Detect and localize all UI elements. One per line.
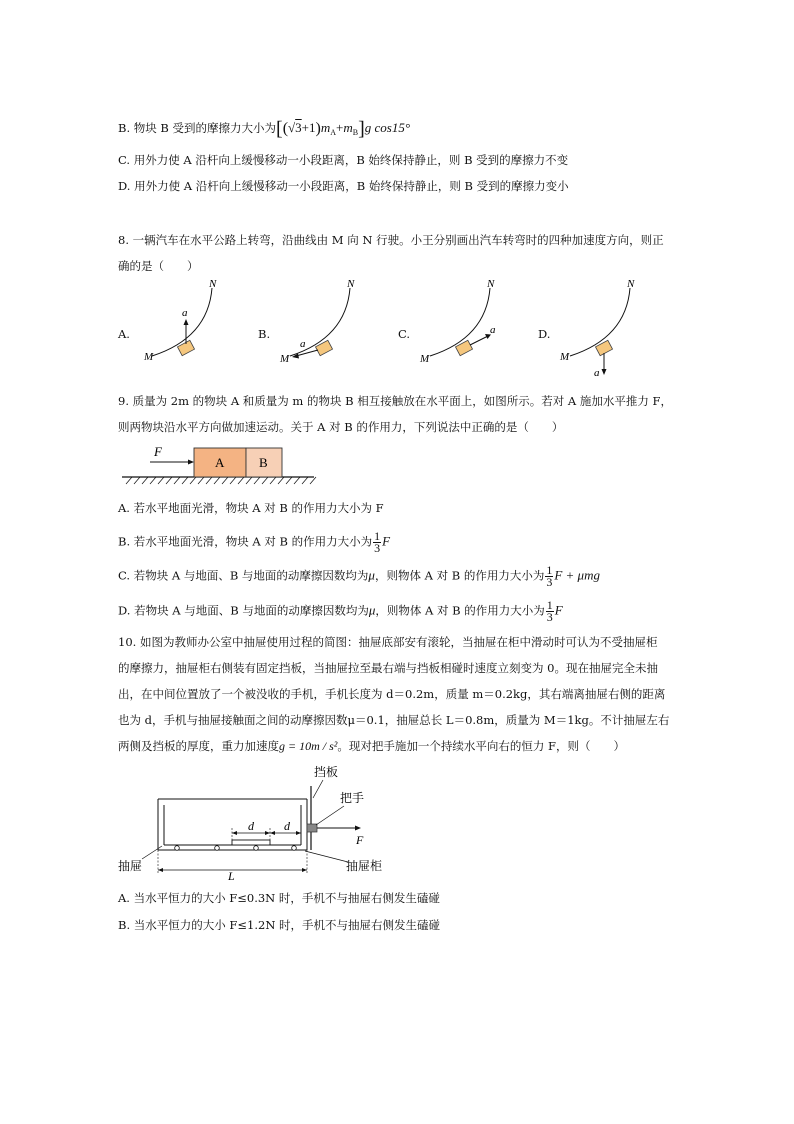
q8-stem-line2: 确的是（ ） [118,259,199,273]
q10-handle-leader [316,806,344,825]
q10-stem-line2: 的摩擦力，抽屉柜右侧装有固定挡板，当抽屉拉至最右端与挡板相碰时速度立刻变为 0。现在抽屉完全未抽 [118,661,658,675]
q7-option-c: C. 用外力使 A 沿杆向上缓慢移动一小段距离，B 始终保持静止，则 B 受到的摩擦力不变 [118,153,569,167]
q8-label-n-b: N [347,278,355,290]
q10-baffle-leader [313,780,323,798]
q10-dim-d1-arrowhead-left [232,831,237,835]
q10-label-cabinet: 抽屉柜 [346,859,383,873]
q8-label-a-d: a [594,367,600,379]
q10-label-baffle: 挡板 [314,765,339,779]
q8-label-n-d: N [627,278,635,290]
q9-stem-line2: 则两物块沿水平方向做加速运动。关于 A 对 B 的作用力，下列说法中正确的是（ ） [118,420,564,434]
q9-stem-line1: 9. 质量为 2m 的物块 A 和质量为 m 的物块 B 相互接触放在水平面上，如图所示。若对 A 施加水平推力 F， [118,394,672,408]
q8-arrowhead-a [184,319,189,325]
q10-dim-d2-arrowhead-left [270,831,275,835]
q9-option-d: D. 若物块 A 与地面、B 与地面的动摩擦因数均为μ，则物体 A 对 B 的作用力大小为 $\frac{1}{3}$ F [118,598,563,624]
q7-option-b: B. 物块 B 受到的摩擦力大小为$[(√3+1)m_A+m_B]g$ cos15° [118,118,411,140]
q10-label-force: F [356,833,364,847]
q10-dim-d2-arrowhead-right [296,831,301,835]
q10-phone [232,840,270,845]
q9-figure [118,440,318,490]
q10-stem-line5: 两侧及挡板的厚度，重力加速度g = 10m / s²。现对把手施加一个持续水平向右的恒力 F，则（ ） [118,739,626,753]
q10-label-drawer: 抽屉 [118,859,143,873]
q10-stem-line1: 10. 如图为教师办公室中抽屉使用过程的简图：抽屉底部安有滚轮，当抽屉在柜中滑动时可认为不受抽屉柜 [118,635,658,649]
q10-label-handle: 把手 [340,791,365,805]
q9-option-d-fraction: $\frac{1}{3}$ [546,598,553,624]
q9-option-c: C. 若物块 A 与地面、B 与地面的动摩擦因数均为μ，则物体 A 对 B 的作用力大小为 $\frac{1}{3}$ F + μmg [118,563,600,589]
q8-figure-b [278,278,378,378]
q8-option-b-label: B. [258,327,271,341]
q9-force-arrowhead [188,460,194,465]
q8-label-a-b: a [300,338,306,350]
q8-label-a-c: a [490,324,496,336]
q10-figure [118,758,418,882]
q9-label-b: B [259,455,268,470]
q10-drawer-leader [142,846,162,859]
q8-label-m-b: M [280,353,290,365]
q9-option-b: B. 若水平地面光滑，物块 A 对 B 的作用力大小为 $\frac{1}{3}$ F [118,529,391,555]
q8-stem-line1: 8. 一辆汽车在水平公路上转弯，沿曲线由 M 向 N 行驶。小王分别画出汽车转弯时的四种加速度方向，则正 [118,233,664,247]
q8-label-a-a: a [182,307,188,319]
q9-option-a: A. 若水平地面光滑，物块 A 对 B 的作用力大小为 F [118,501,384,515]
q10-label-d1: d [248,819,254,833]
q8-figure-a [140,278,240,378]
q8-figure-d [558,278,658,378]
q10-option-a: A. 当水平恒力的大小 F≤0.3N 时，手机不与抽屉右侧发生磕碰 [118,891,440,905]
q10-stem-line4: 也为 d，手机与抽屉接触面之间的动摩擦因数μ＝0.1，抽屉总长 L＝0.8m，质量为 M＝1kg。不计抽屉左右 [118,713,670,727]
q10-wheel [175,846,180,851]
q8-arrowhead-d [602,369,607,375]
q10-force-arrowhead [355,826,361,831]
q8-figure-c [418,278,518,378]
q10-wheel [254,846,259,851]
q10-dim-l-arrowhead-right [302,868,307,872]
q10-label-l: L [228,869,235,883]
q9-label-f: F [154,444,162,459]
q10-dim-l-arrowhead-left [158,868,163,872]
q9-ground-hatching [126,477,316,484]
q10-cabinet-leader [305,851,348,862]
q10-dim-d1-arrowhead-right [265,831,270,835]
q10-label-d2: d [284,819,290,833]
q10-option-b: B. 当水平恒力的大小 F≤1.2N 时，手机不与抽屉右侧发生磕碰 [118,918,441,932]
q9-label-a: A [215,455,225,470]
q7-option-d: D. 用外力使 A 沿杆向上缓慢移动一小段距离，B 始终保持静止，则 B 受到的摩擦力变小 [118,179,569,193]
q8-label-m-c: M [420,353,430,365]
q8-label-m-d: M [560,351,570,363]
q10-wheel [215,846,220,851]
q10-wheel [292,846,297,851]
q10-gravity-formula: g = 10m / s² [279,739,338,753]
q9-option-b-fraction: $\frac{1}{3}$ [374,529,381,555]
q7-option-b-formula: $[(√3+1)m_A+m_B]g$ cos15° [276,118,411,140]
q8-label-m-a: M [144,351,154,363]
q9-option-c-fraction: $\frac{1}{3}$ [546,563,553,589]
q8-option-c-label: C. [398,327,411,341]
q8-label-n-c: N [487,278,495,290]
q8-label-n-a: N [209,278,217,290]
q8-option-a-label: A. [118,327,130,341]
q8-arrow-c [470,336,488,345]
q10-stem-line3: 出，在中间位置放了一个被没收的手机，手机长度为 d＝0.2m，质量 m＝0.2kg，其右端离抽屉右侧的距离 [118,687,666,701]
q10-handle [307,824,317,832]
q8-option-d-label: D. [538,327,551,341]
